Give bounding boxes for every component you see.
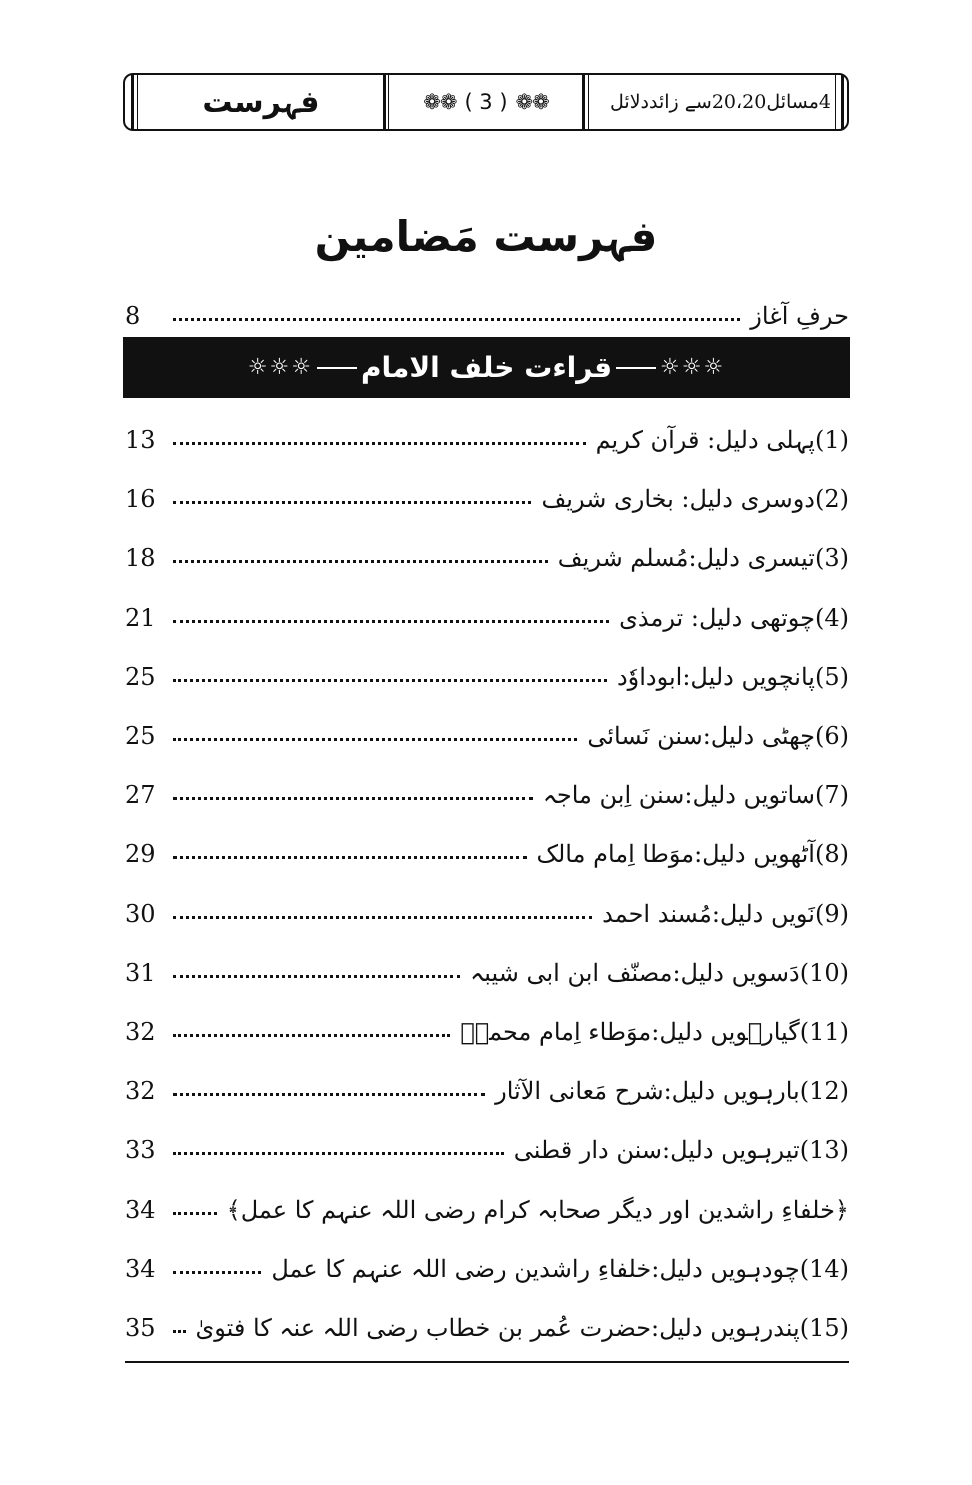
toc-row[interactable]	[125, 1184, 849, 1224]
toc-page-number: 13	[125, 426, 156, 454]
toc-row[interactable]	[125, 1006, 849, 1046]
toc-entry-title: (4)چوتھی دلیل: ترمذی	[619, 604, 849, 632]
page-title: فہرست مَضامین	[314, 212, 658, 261]
dot-leader	[173, 620, 609, 623]
toc-entry-title: (9)نَویں دلیل:مُسند احمد	[602, 900, 849, 928]
header-divider	[582, 75, 585, 129]
dot-leader	[173, 1330, 186, 1333]
toc-row[interactable]	[125, 769, 849, 809]
header-divider	[841, 75, 844, 129]
toc-entry-title: (3)تیسری دلیل:مُسلم شریف	[557, 544, 849, 572]
running-header	[123, 73, 849, 131]
toc-entry-title: (5)پانچویں دلیل:ابوداوٗد	[616, 663, 849, 691]
header-page-number: ( 3 )	[464, 90, 508, 114]
toc-entry-title: (11)گیارہویں دلیل:موَطاء اِمام محمدؒ	[460, 1018, 849, 1046]
toc-row[interactable]	[125, 710, 849, 750]
dot-leader	[173, 1152, 504, 1155]
dot-leader	[173, 442, 586, 445]
toc-page-number: 18	[125, 544, 156, 572]
toc-page-number: 25	[125, 722, 156, 750]
header-divider	[388, 75, 389, 129]
toc-entry-title: حرفِ آغاز	[750, 302, 849, 330]
toc-page-number: 29	[125, 840, 156, 868]
header-divider	[835, 75, 836, 129]
dot-leader	[173, 797, 533, 800]
toc-row[interactable]	[125, 651, 849, 691]
dot-leader	[173, 738, 577, 741]
toc-entry-title: (7)ساتویں دلیل:سنن اِبن ماجہ	[542, 781, 849, 809]
header-divider	[383, 75, 386, 129]
dot-leader	[173, 501, 531, 504]
toc-page-number: 32	[125, 1018, 156, 1046]
toc-row-intro[interactable]	[125, 290, 849, 330]
toc-page-number: 21	[125, 604, 156, 632]
toc-row[interactable]	[125, 1065, 849, 1105]
toc-page-number: 35	[125, 1314, 156, 1342]
toc-row[interactable]	[125, 414, 849, 454]
flower-ornament-icon: ❁❁	[423, 90, 457, 114]
toc-entry-title: (14)چودہویں دلیل:خلفاءِ راشدین رضی اللہ عنہم کا عمل	[271, 1255, 849, 1283]
dot-leader	[173, 1271, 261, 1274]
toc-entry-title: (15)پندرہویں دلیل:حضرت عُمر بن خطاب رضی اللہ عنہ کا فتویٰ	[195, 1314, 849, 1342]
header-section-title: فہرست	[202, 84, 320, 120]
section-title: قراءت خلف الامام	[360, 351, 613, 384]
toc-page-number: 34	[125, 1255, 156, 1283]
toc-page-number: 25	[125, 663, 156, 691]
toc-page-number: 31	[125, 959, 156, 987]
dot-leader	[173, 856, 527, 859]
toc-page-number: 8	[125, 302, 141, 330]
toc-entry-title: (10)دَسویں دلیل:مصنّف ابن ابی شیبہ	[470, 959, 849, 987]
toc-entry-title: ﴿خلفاءِ راشدین اور دیگر صحابہ کرام رضی اللہ عنہم کا عمل﴾	[226, 1196, 849, 1224]
toc-entry-title: (1)پہلی دلیل: قرآن کریم	[595, 426, 849, 454]
toc-entry-title: (6)چھٹی دلیل:سنن نَسائی	[587, 722, 849, 750]
toc-row[interactable]	[125, 1124, 849, 1164]
header-book-title: 4مسائل20،20سے زائددلائل	[610, 91, 831, 113]
header-divider	[137, 75, 138, 129]
ornament-dash	[317, 367, 357, 369]
toc-row[interactable]	[125, 828, 849, 868]
toc-entry-title: (12)بارہویں دلیل:شرح مَعانی الآثار	[495, 1077, 849, 1105]
dot-leader	[173, 679, 607, 682]
header-page-number-box	[391, 79, 581, 125]
toc-row[interactable]	[125, 592, 849, 632]
dot-leader	[173, 560, 548, 563]
toc-row[interactable]	[125, 1302, 849, 1342]
dot-leader	[173, 1212, 217, 1215]
toc-page-number: 30	[125, 900, 156, 928]
toc-page-number: 32	[125, 1077, 156, 1105]
toc-row[interactable]	[125, 532, 849, 572]
sun-ornament-icon: ☼☼☼	[247, 355, 313, 380]
toc-page-number: 16	[125, 485, 156, 513]
toc-entry-title: (2)دوسری دلیل: بخاری شریف	[541, 485, 849, 513]
toc-row[interactable]	[125, 1243, 849, 1283]
dot-leader	[173, 916, 592, 919]
toc-entry-title: (13)تیرہویں دلیل:سنن دار قطنی	[513, 1136, 849, 1164]
toc-page-number: 27	[125, 781, 156, 809]
bottom-rule	[125, 1361, 849, 1363]
toc-entry-title: (8)آٹھویں دلیل:موَطا اِمام مالک	[536, 840, 849, 868]
sun-ornament-icon: ☼☼☼	[660, 355, 726, 380]
toc-row[interactable]	[125, 473, 849, 513]
flower-ornament-icon: ❁❁	[515, 90, 549, 114]
dot-leader	[173, 975, 460, 978]
toc-page-number: 34	[125, 1196, 156, 1224]
dot-leader	[173, 1093, 485, 1096]
toc-row[interactable]	[125, 947, 849, 987]
dot-leader	[173, 318, 740, 321]
toc-row[interactable]	[125, 888, 849, 928]
toc-page-number: 33	[125, 1136, 156, 1164]
header-divider	[588, 75, 589, 129]
dot-leader	[173, 1034, 450, 1037]
section-heading-bar	[123, 337, 850, 398]
ornament-dash	[616, 367, 656, 369]
header-divider	[131, 75, 134, 129]
